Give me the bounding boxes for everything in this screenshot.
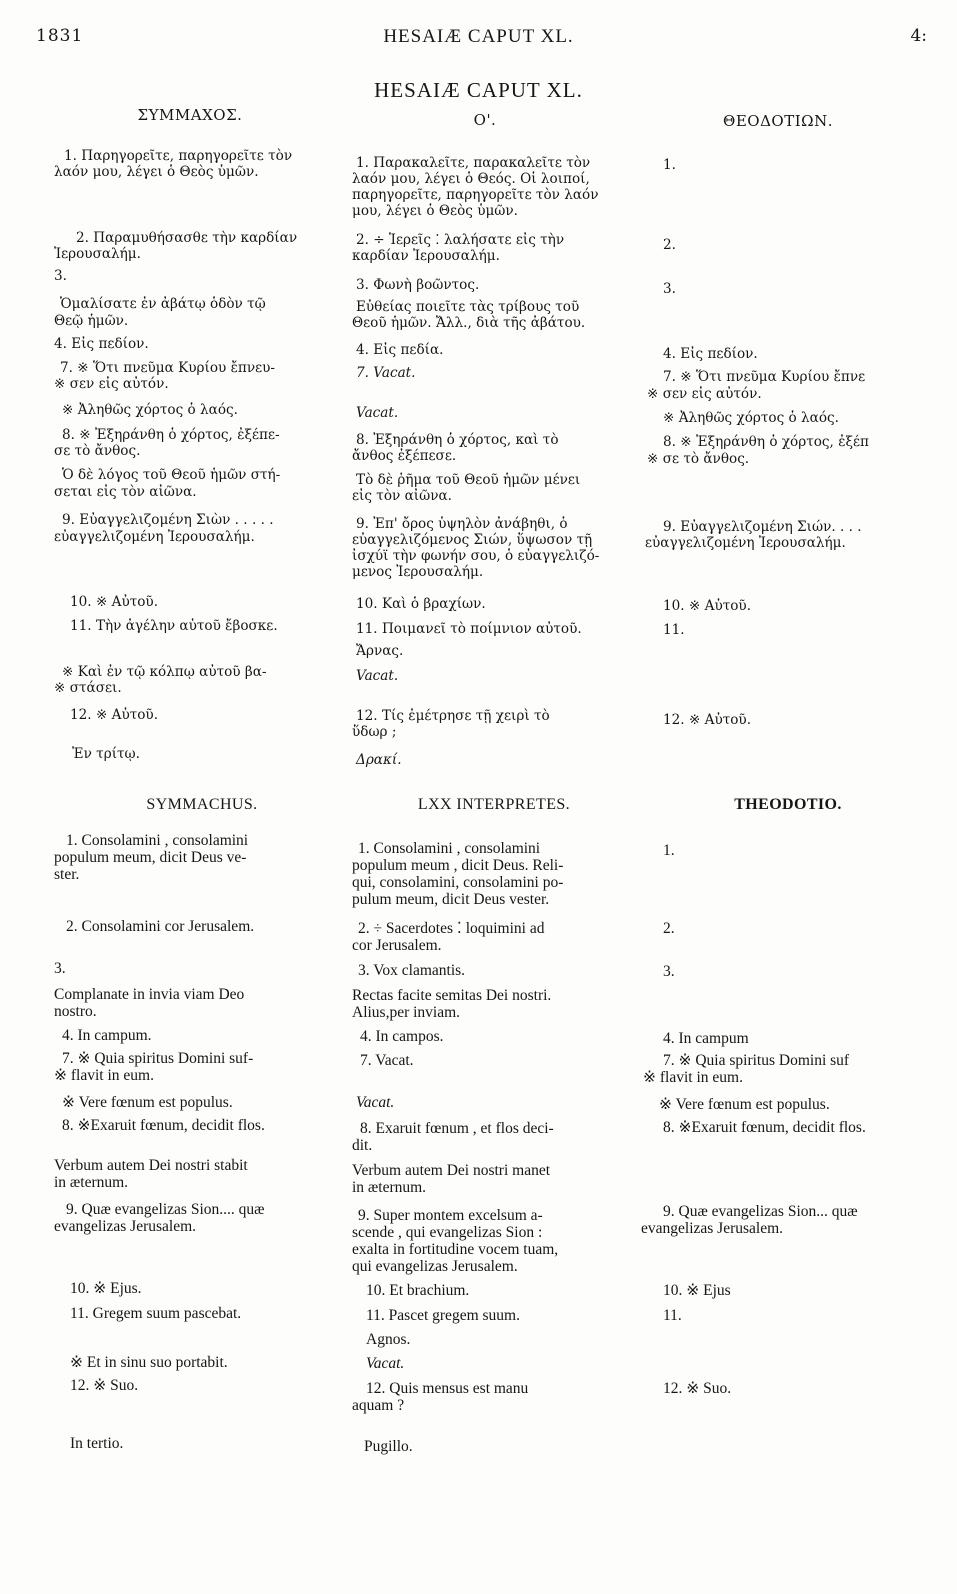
text-line: ※ σεν εἰς αὐτόν. [647,386,762,402]
text-line: ※ flavit in eum. [54,1067,154,1084]
text-line: 4. Εἰς πεδίον. [663,346,758,362]
text-line: In tertio. [70,1435,124,1452]
page-mark: 4: [910,26,927,46]
text-line: Τὸ δὲ ῥῆμα τοῦ Θεοῦ ἡμῶν μένει [356,472,581,488]
text-line: Θεῷ ἡμῶν. [54,313,129,329]
text-line: ※ Ἀληθῶς χόρτος ὁ λαός. [663,410,839,426]
text-line: 1. Παρηγορεῖτε, παρηγορεῖτε τὸν [64,148,293,164]
latin-header-symmachus: SYMMACHUS. [146,796,258,813]
text-line: qui, consolamini, consolamini po- [352,874,564,891]
text-line: Ἄρνας. [356,643,404,659]
text-line: Alius,per inviam. [352,1004,461,1021]
text-line: evangelizas Jerusalem. [641,1220,784,1237]
text-line: 2. [663,237,676,253]
text-line: 12. Quis mensus est manu [366,1380,529,1397]
text-line: 8. Exaruit fœnum , et flos deci- [360,1120,554,1137]
text-line: 3. Φωνὴ βοῶντος. [356,277,480,293]
text-line: 12. Τίς ἐμέτρησε τῇ χειρὶ τὸ [356,708,550,724]
greek-header-lxx: Ο'. [473,111,497,129]
text-line: Verbum autem Dei nostri stabit [54,1157,248,1174]
text-line: μου, λέγει ὁ Θεὸς ὑμῶν. [352,203,518,219]
text-line: 4. In campum. [62,1027,152,1044]
text-line: παρηγορεῖτε, παρηγορεῖτε τὸν λαόν [352,187,599,203]
text-line: εὐαγγελιζομένη Ἰερουσαλήμ. [54,529,255,545]
text-line: evangelizas Jerusalem. [54,1218,197,1235]
text-line: 9. Quæ evangelizas Sion.... quæ [66,1201,265,1218]
latin-header-theodotion: THEODOTIO. [734,796,842,813]
text-line: 10. ※ Αὐτοῦ. [70,594,159,610]
text-line: nostro. [54,1003,97,1020]
text-line: 12. ※ Αὐτοῦ. [70,707,159,723]
text-line: 12. ※ Suo. [70,1377,139,1394]
text-line: 3. [54,268,67,284]
text-line: populum meum , dicit Deus. Reli- [352,857,564,874]
latin-header-lxx: LXX INTERPRETES. [417,796,571,813]
text-line: aquam ? [352,1397,405,1414]
text-line: 10. ※ Ejus. [70,1280,142,1297]
text-line: Verbum autem Dei nostri manet [352,1162,551,1179]
text-line: 11. Gregem suum pascebat. [70,1305,242,1322]
text-line: ※ Et in sinu suo portabit. [70,1354,228,1371]
text-line: 7. ※ Ὅτι πνεῦμα Κυρίου ἔπνε [663,369,866,385]
text-line: 9. Quæ evangelizas Sion... quæ [663,1203,858,1220]
text-line: ※ Vere fœnum est populus. [62,1094,233,1111]
text-line: 1. [663,842,675,859]
text-line: ※ σε τὸ ἄνθος. [647,451,750,467]
text-line: 9. Εὐαγγελιζομένη Σιὼν . . . . . [62,512,274,528]
text-line: Δρακί. [356,752,402,768]
text-line: 9. Ἐπ' ὄρος ὑψηλὸν ἀνάβηθι, ὁ [356,516,568,532]
text-line: ※ flavit in eum. [643,1069,743,1086]
text-line: Θεοῦ ἡμῶν. Ἄλλ., διὰ τῆς ἀβάτου. [352,315,586,331]
text-line: 11. [663,1307,682,1324]
text-line: Vacat. [366,1355,405,1372]
text-line: Ὁ δὲ λόγος τοῦ Θεοῦ ἡμῶν στή- [62,467,281,483]
text-line: ※ σεν εἰς αὐτόν. [54,376,169,392]
text-line: 1. [663,157,676,173]
text-line: 3. Vox clamantis. [358,962,466,979]
text-line: 10. Καὶ ὁ βραχίων. [356,596,486,612]
text-line: Vacat. [356,668,399,684]
text-line: dit. [352,1137,373,1154]
text-line: 4. In campos. [360,1028,444,1045]
text-line: 2. ÷ Sacerdotes ⁚ loquimini ad [358,920,545,937]
text-line: εὐαγγελιζόμενος Σιών, ὕψωσον τῇ [352,532,593,548]
text-line: Agnos. [366,1331,411,1348]
text-line: exalta in fortitudine vocem tuam, [352,1241,559,1258]
text-line: ※ Ἀληθῶς χόρτος ὁ λαός. [62,402,238,418]
text-line: 2. Παραμυθήσασθε τὴν καρδίαν [76,230,298,246]
text-line: 8. Ἐξηράνθη ὁ χόρτος, καὶ τὸ [356,432,559,448]
text-line: populum meum, dicit Deus ve- [54,849,247,866]
running-title: HESAIÆ CAPUT XL. [383,26,574,47]
text-line: 10. ※ Αὐτοῦ. [663,598,752,614]
text-line: 7. ※ Ὅτι πνεῦμα Κυρίου ἔπνευ- [60,360,276,376]
text-line: 8. ※Exaruit fœnum, decidit flos. [663,1119,866,1136]
text-line: ※ Καὶ ἐν τῷ κόλπῳ αὐτοῦ βα- [62,664,267,680]
text-line: 3. [663,281,676,297]
text-line: 7. Vacat. [356,365,416,381]
text-line: ἄνθος ἐξέπεσε. [352,448,457,464]
text-line: 8. ※Exaruit fœnum, decidit flos. [62,1117,265,1134]
text-line: ἰσχύϊ τὴν φωνήν σου, ὁ εὐαγγελιζό- [352,548,600,564]
text-line: Pugillo. [364,1438,413,1455]
text-line: 1. Consolamini , consolamini [66,832,249,849]
text-line: 7. ※ Quia spiritus Domini suf [663,1052,850,1069]
text-line: μενος Ἰερουσαλήμ. [352,564,484,580]
text-line: λαόν μου, λέγει ὁ Θεὸς ὑμῶν. [54,164,259,180]
text-line: 4. Εἰς πεδίον. [54,336,149,352]
text-line: 7. ※ Quia spiritus Domini suf- [62,1050,254,1067]
text-line: 11. [663,622,685,638]
text-line: 10. Et brachium. [366,1282,470,1299]
text-line: 9. Super montem excelsum a- [358,1207,543,1224]
text-line: Εὐθείας ποιεῖτε τὰς τρίβους τοῦ [356,299,580,315]
text-line: 3. [54,960,66,977]
running-head [0,26,957,50]
text-line: in æternum. [54,1174,129,1191]
greek-header-symmachus: ΣΥΜΜΑΧΟΣ. [137,106,243,124]
text-line: in æternum. [352,1179,427,1196]
page-number: 1831 [36,26,84,46]
text-line: Vacat. [356,1094,395,1111]
text-line: scende , qui evangelizas Sion : [352,1224,543,1241]
text-line: σε τὸ ἄνθος. [54,443,141,459]
text-line: 11. Τὴν ἀγέλην αὐτοῦ ἔβοσκε. [70,618,278,634]
text-line: qui evangelizas Jerusalem. [352,1258,518,1275]
text-line: 11. Pascet gregem suum. [366,1307,520,1324]
text-line: pulum meum, dicit Deus vester. [352,891,550,908]
text-line: εἰς τὸν αἰῶνα. [352,488,452,504]
text-line: λαόν μου, λέγει ὁ Θεός. Οἱ λοιποί, [352,171,590,187]
text-line: ※ Vere fœnum est populus. [659,1096,830,1113]
text-line: εὐαγγελιζομένη Ἰερουσαλήμ. [645,535,846,551]
text-line: ὕδωρ ; [352,724,397,740]
text-line: 9. Εὐαγγελιζομένη Σιών. . . . [663,519,862,535]
text-line: Complanate in invia viam Deo [54,986,245,1003]
text-line: Rectas facite semitas Dei nostri. [352,987,552,1004]
text-line: σεται εἰς τὸν αἰῶνα. [54,484,197,500]
text-line: 1. Παρακαλεῖτε, παρακαλεῖτε τὸν [356,155,591,171]
text-line: Ὁμαλίσατε ἐν ἀβάτῳ ὁδὸν τῷ [60,296,266,312]
text-line: 2. ÷ Ἱερεῖς ⁚ λαλήσατε εἰς τὴν [356,232,565,248]
text-line: 8. ※ Ἐξηράνθη ὁ χόρτος, ἐξέπ [663,434,869,450]
text-line: 1. Consolamini , consolamini [358,840,541,857]
greek-header-theodotion: ΘΕΟΔΟΤΙΩΝ. [723,112,833,130]
text-line: ster. [54,866,80,883]
text-line: 8. ※ Ἐξηράνθη ὁ χόρτος, ἐξέπε- [62,427,280,443]
chapter-title: HESAIÆ CAPUT XL. [374,78,583,102]
text-line: 11. Ποιμανεῖ τὸ ποίμνιον αὐτοῦ. [356,621,582,637]
text-line: 10. ※ Ejus [663,1282,731,1299]
text-line: καρδίαν Ἰερουσαλήμ. [352,248,500,264]
text-line: 4. In campum [663,1030,749,1047]
text-line: cor Jerusalem. [352,937,442,954]
text-line: 4. Εἰς πεδία. [356,342,444,358]
text-line: Ἐν τρίτῳ. [72,746,140,762]
text-line: 2. [663,920,675,937]
text-line: 7. Vacat. [360,1052,414,1069]
text-line: 12. ※ Αὐτοῦ. [663,712,752,728]
text-line: 2. Consolamini cor Jerusalem. [66,918,255,935]
text-line: 3. [663,963,675,980]
text-line: ※ στάσει. [54,680,122,696]
text-line: 12. ※ Suo. [663,1380,732,1397]
text-line: Vacat. [356,405,399,421]
text-line: Ἰερουσαλήμ. [54,246,141,262]
